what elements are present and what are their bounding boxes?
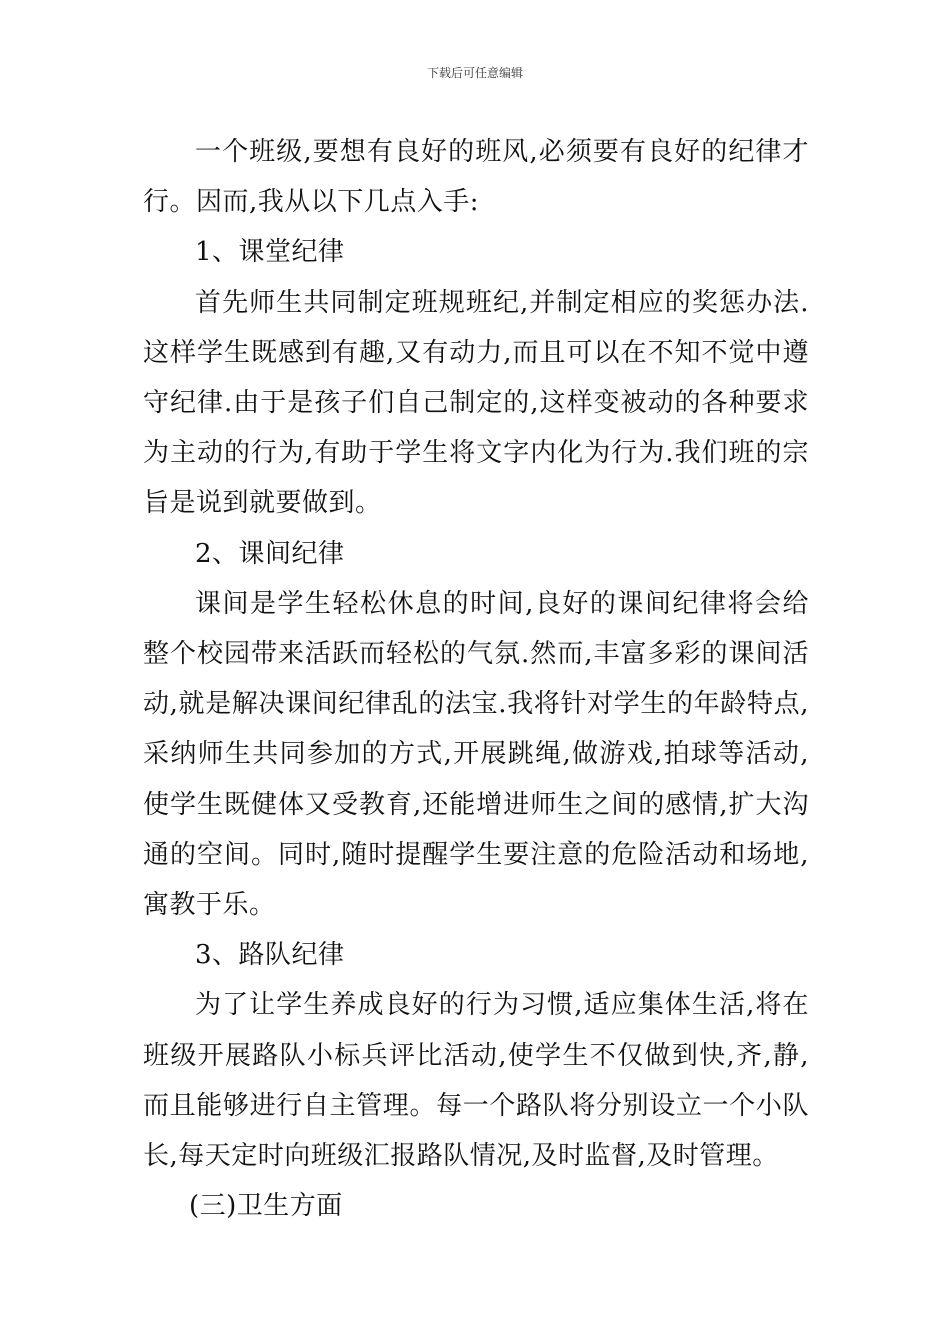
- intro-paragraph: 一个班级,要想有良好的班风,必须要有良好的纪律才行。因而,我从以下几点入手:: [143, 137, 809, 218]
- classroom-discipline-paragraph: 首先师生共同制定班规班纪,并制定相应的奖惩办法.这样学生既感到有趣,又有动力,而且可以在不知不觉中遵守纪律.由于是孩子们自己制定的,这样变被动的各种要求为主动的行为,有助于学生将文字内化为行为.我们班的宗旨是说到就要做到。: [143, 287, 809, 519]
- section-heading-queue-discipline: 3、路队纪律: [195, 940, 345, 971]
- section-heading-classroom-discipline: 1、课堂纪律: [195, 237, 345, 268]
- document-body: [143, 127, 809, 1231]
- break-discipline-paragraph: 课间是学生轻松休息的时间,良好的课间纪律将会给整个校园带来活跃而轻松的气氛.然而,丰富多彩的课间活动,就是解决课间纪律乱的法宝.我将针对学生的年龄特点,采纳师生共同参加的方式,开展跳绳,做游戏,拍球等活动,使学生既健体又受教育,还能增进师生之间的感情,扩大沟通的空间。同时,随时提醒学生要注意的危险活动和场地,寓教于乐。: [143, 588, 809, 921]
- page-header: 下载后可任意编辑: [426, 66, 523, 80]
- section-heading-hygiene: (三)卫生方面: [189, 1191, 343, 1222]
- queue-discipline-paragraph: 为了让学生养成良好的行为习惯,适应集体生活,将在班级开展路队小标兵评比活动,使学生不仅做到快,齐,静,而且能够进行自主管理。每一个路队将分别设立一个小队长,每天定时向班级汇报路队情况,及时监督,及时管理。: [143, 990, 809, 1172]
- section-heading-break-discipline: 2、课间纪律: [195, 538, 345, 569]
